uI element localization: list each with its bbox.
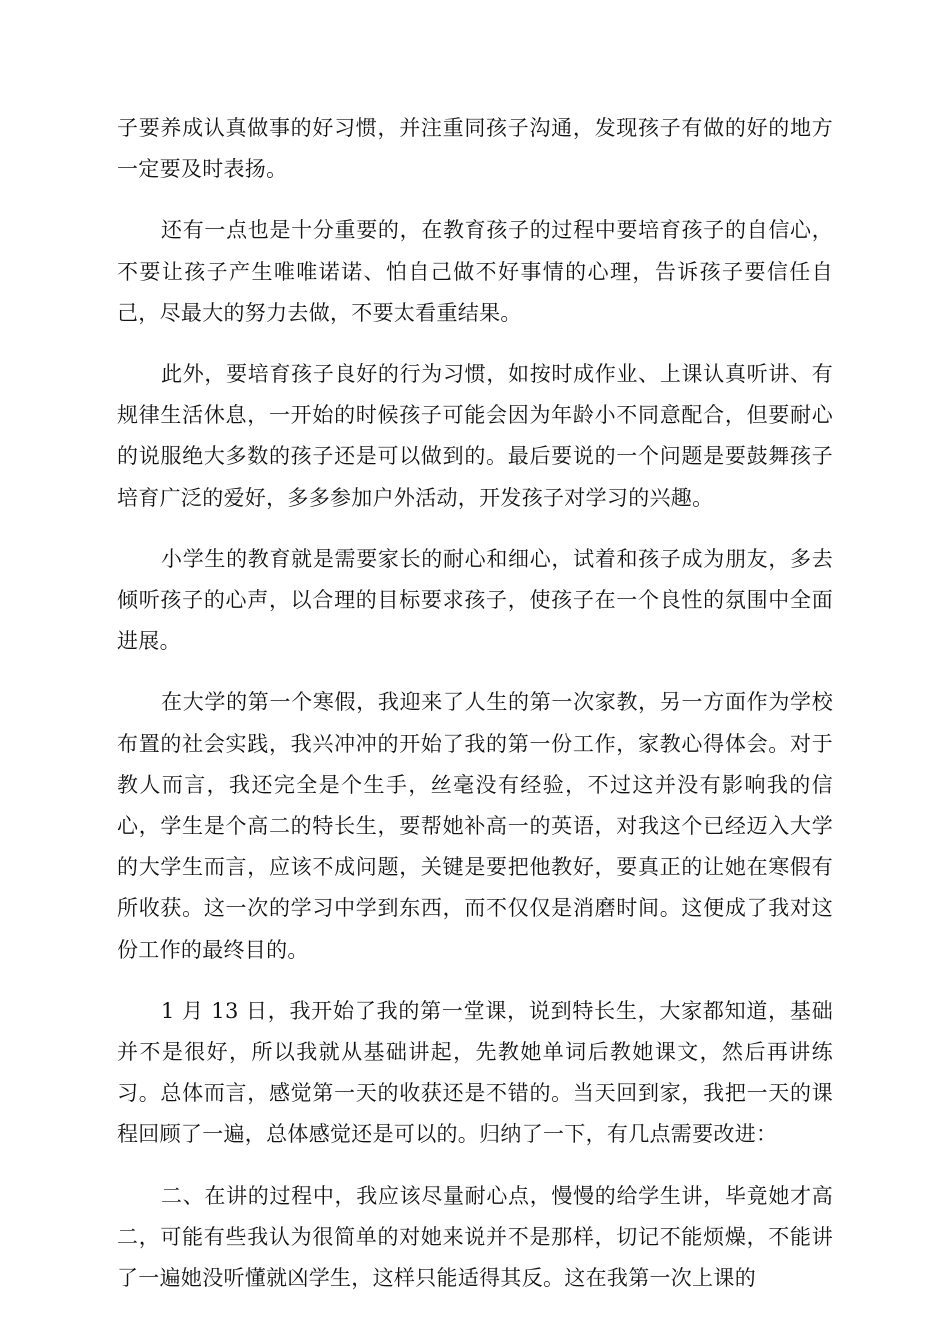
paragraph-patience-care: 小学生的教育就是需要家长的耐心和细心，试着和孩子成为朋友，多去倾听孩子的心声，以合理的目标要求孩子，使孩子在一个良性的氛围中全面进展。 [117, 546, 833, 654]
paragraph-continuation: 子要养成认真做事的好习惯，并注重同孩子沟通，发现孩子有做的好的地方一定要及时表扬。 [117, 116, 833, 182]
paragraph-self-confidence: 还有一点也是十分重要的，在教育孩子的过程中要培育孩子的自信心，不要让孩子产生唯唯诺诺、怕自己做不好事情的心理，告诉孩子要信任自己，尽最大的努力去做，不要太看重结果。 [117, 218, 833, 325]
paragraph-first-lesson: 1 月 13 日，我开始了我的第一堂课，说到特长生，大家都知道，基础并不是很好，所以我就从基础讲起，先教她单词后教她课文，然后再讲练习。总体而言，感觉第一天的收获还是不错的。当天回到家，我把一天的课程回顾了一遍，总体感觉还是可以的。归纳了一下，有几点需要改进： [117, 998, 833, 1147]
paragraph-improvement-two: 二、在讲的过程中，我应该尽量耐心点，慢慢的给学生讲，毕竟她才高二，可能有些我认为很简单的对她来说并不是那样，切记不能烦燥，不能讲了一遍她没听懂就凶学生，这样只能适得其反。这在我第一次上课的 [117, 1183, 833, 1291]
document-body [117, 108, 833, 1319]
paragraph-behavior-habits: 此外，要培育孩子良好的行为习惯，如按时成作业、上课认真听讲、有规律生活休息，一开始的时候孩子可能会因为年龄小不同意配合，但要耐心的说服绝大多数的孩子还是可以做到的。最后要说的一个问题是要鼓舞孩子培育广泛的爱好，多多参加户外活动，开发孩子对学习的兴趣。 [117, 362, 833, 510]
paragraph-first-tutoring: 在大学的第一个寒假，我迎来了人生的第一次家教，另一方面作为学校布置的社会实践，我兴冲冲的开始了我的第一份工作，家教心得体会。对于教人而言，我还完全是个生手，丝毫没有经验，不过这并没有影响我的信心，学生是个高二的特长生，要帮她补高一的英语，对我这个已经迈入大学的大学生而言，应该不成问题，关键是要把他教好，要真正的让她在寒假有所收获。这一次的学习中学到东西，而不仅仅是消磨时间。这便成了我对这份工作的最终目的。 [117, 690, 833, 962]
